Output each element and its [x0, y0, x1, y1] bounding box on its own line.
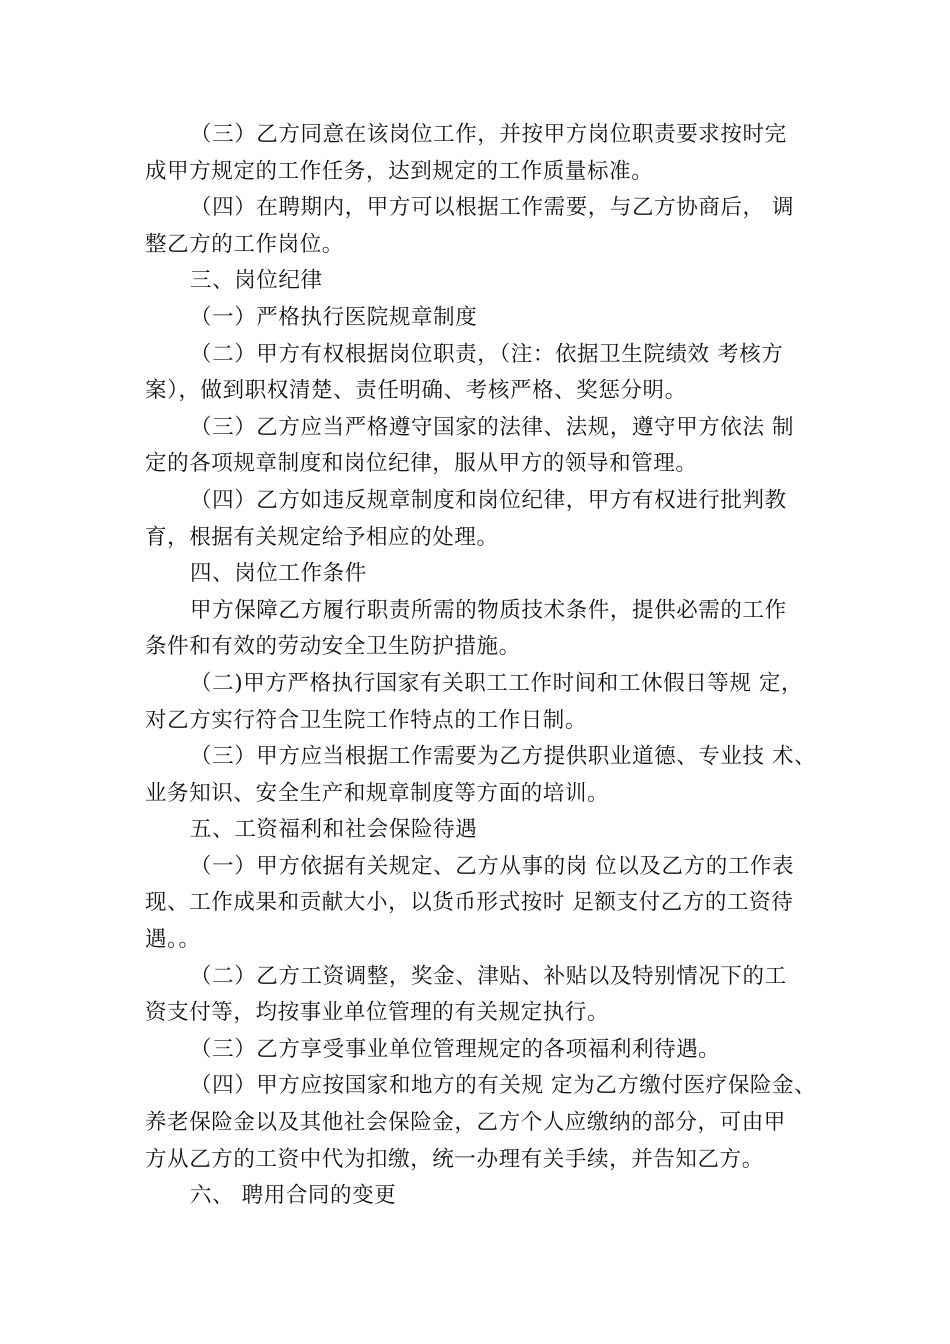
- paragraph-line: 业务知识、安全生产和规章制度等方面的培训。: [145, 780, 610, 806]
- paragraph-line: （三）乙方享受事业单位管理规定的各项福利利待遇。: [190, 1036, 721, 1062]
- paragraph-line: （三）乙方同意在该岗位工作，并按甲方岗位职责要求按时完: [190, 122, 787, 147]
- section-heading: 四、岗位工作条件: [190, 561, 367, 587]
- paragraph-line: 条件和有效的劳动安全卫生防护措施。: [145, 634, 521, 660]
- section-heading: 五、工资福利和社会保险待遇: [190, 817, 478, 843]
- section-heading: 六、 聘用合同的变更: [190, 1183, 397, 1209]
- paragraph-line: 养老保险金以及其他社会保险金，乙方个人应缴纳的部分，可由甲: [145, 1110, 786, 1136]
- paragraph-line: （四）甲方应按国家和地方的有关规 定为乙方缴付医疗保险金、: [190, 1073, 817, 1099]
- paragraph-line: 案），做到职权清楚、责任明确、考核严格、奖惩分明。: [145, 378, 687, 404]
- paragraph-line: 成甲方规定的工作任务，达到规定的工作质量标准。: [145, 158, 654, 184]
- paragraph-line: （四）乙方如违反规章制度和岗位纪律，甲方有权进行批判教: [190, 487, 787, 513]
- paragraph-line: （一）甲方依据有关规定、乙方从事的岗 位以及乙方的工作表: [190, 853, 795, 879]
- paragraph-line: 整乙方的工作岗位。: [145, 231, 344, 257]
- paragraph-line: （一）严格执行医院规章制度: [190, 304, 478, 330]
- paragraph-line: （二)甲方严格执行国家有关职工工作时间和工休假日等规 定，: [190, 670, 804, 696]
- paragraph-line: 育，根据有关规定给予相应的处理。: [145, 524, 499, 550]
- paragraph-line: （三）乙方应当严格遵守国家的法律、法规，遵守甲方依法 制: [190, 414, 795, 440]
- paragraph-line: 现、工作成果和贡献大小，以货币形式按时 足额支付乙方的工资待: [145, 890, 794, 916]
- paragraph-line: （二）甲方有权根据岗位职责，（注：依据卫生院绩效 考核方: [190, 341, 784, 367]
- paragraph-line: （四）在聘期内，甲方可以根据工作需要，与乙方协商后， 调: [190, 195, 795, 221]
- paragraph-line: 方从乙方的工资中代为扣缴，统一办理有关手续，并告知乙方。: [145, 1146, 764, 1172]
- paragraph-line: 对乙方实行符合卫生院工作特点的工作日制。: [145, 707, 588, 733]
- document-body: [145, 117, 825, 1215]
- paragraph-line: 定的各项规章制度和岗位纪律，服从甲方的领导和管理。: [145, 451, 698, 477]
- paragraph-line: 资支付等，均按事业单位管理的有关规定执行。: [145, 1000, 610, 1026]
- paragraph-line: （三）甲方应当根据工作需要为乙方提供职业道德、专业技 术、: [190, 744, 817, 770]
- paragraph-line: 遇。。: [145, 927, 201, 953]
- section-heading: 三、岗位纪律: [190, 268, 323, 294]
- paragraph-line: （二）乙方工资调整，奖金、津贴、补贴以及特别情况下的工: [190, 963, 787, 989]
- paragraph-line: 甲方保障乙方履行职责所需的物质技术条件，提供必需的工作: [190, 597, 787, 623]
